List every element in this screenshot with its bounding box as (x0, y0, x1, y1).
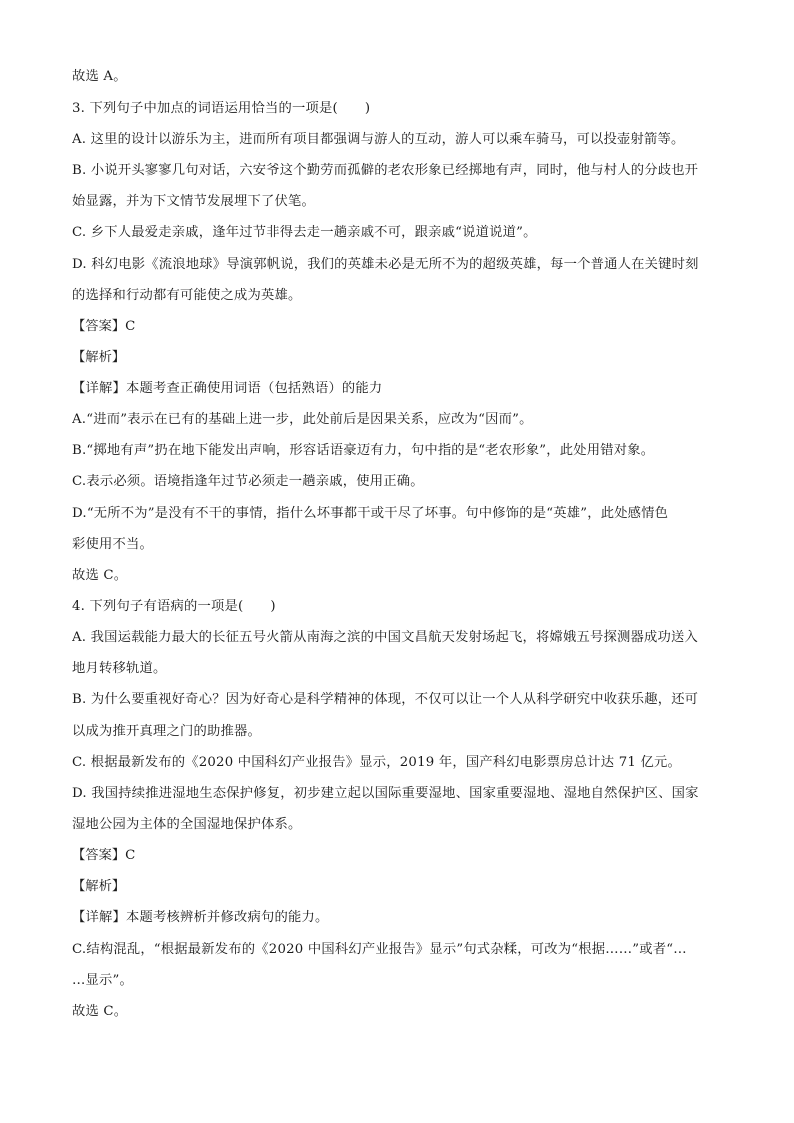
q2-conclusion: 故选 A。 (72, 69, 127, 84)
q4-explanation-c-line1: C.结构混乱，“根据最新发布的《2020 中国科幻产业报告》显示”句式杂糅，可改为“根据……”或者“… (72, 942, 687, 957)
q3-option-a: A. 这里的设计以游乐为主，进而所有项目都强调与游人的互动，游人可以乘车骑马，可以投壶射箭等。 (72, 132, 685, 147)
q3-explanation-c: C.表示必须。语境指逢年过节必须走一趟亲戚，使用正确。 (72, 474, 424, 489)
q3-analysis-label: 【解析】 (72, 350, 126, 365)
q4-conclusion: 故选 C。 (72, 1004, 128, 1019)
q4-option-d-line2: 湿地公园为主体的全国湿地保护体系。 (72, 817, 302, 832)
q4-option-b-line1: B. 为什么要重视好奇心？因为好奇心是科学精神的体现，不仅可以让一个人从科学研究中收获乐趣，还可 (72, 692, 699, 707)
q3-detail: 【详解】本题考查正确使用词语（包括熟语）的能力 (72, 381, 383, 396)
q3-option-b-line2: 始显露，并为下文情节发展埋下了伏笔。 (72, 194, 315, 209)
q4-option-d-line1: D. 我国持续推进湿地生态保护修复，初步建立起以国际重要湿地、国家重要湿地、湿地自然保护区、国家 (72, 786, 699, 801)
q3-explanation-b: B.“掷地有声”扔在地下能发出声响，形容话语豪迈有力，句中指的是“老农形象”，此处用错对象。 (72, 443, 655, 458)
q3-option-d-line2: 的选择和行动都有可能使之成为英雄。 (72, 288, 302, 303)
q3-answer: 【答案】C (72, 319, 136, 334)
q4-option-a-line1: A. 我国运载能力最大的长征五号火箭从南海之滨的中国文昌航天发射场起飞，将嫦娥五号探测器成功送入 (72, 630, 699, 645)
q3-option-d-line1: D. 科幻电影《流浪地球》导演郭帆说，我们的英雄未必是无所不为的超级英雄，每一个普通人在关键时刻 (72, 257, 699, 272)
q3-explanation-d-line1: D.“无所不为”是没有不干的事情，指什么坏事都干或干尽了坏事。句中修饰的是“英雄”，此处感情色 (72, 506, 669, 521)
q4-option-a-line2: 地月转移轨道。 (72, 661, 167, 676)
q4-answer: 【答案】C (72, 848, 136, 863)
q3-stem: 3. 下列句子中加点的词语运用恰当的一项是( ) (72, 101, 371, 116)
q3-explanation-d-line2: 彩使用不当。 (72, 537, 153, 552)
q4-stem: 4. 下列句子有语病的一项是( ) (72, 599, 276, 614)
q4-analysis-label: 【解析】 (72, 879, 126, 894)
q4-detail: 【详解】本题考核辨析并修改病句的能力。 (72, 910, 329, 925)
q3-conclusion: 故选 C。 (72, 568, 128, 583)
q3-explanation-a: A.“进而”表示在已有的基础上进一步，此处前后是因果关系，应改为“因而”。 (72, 412, 533, 427)
q4-option-c: C. 根据最新发布的《2020 中国科幻产业报告》显示，2019 年，国产科幻电影票房总计达 71 亿元。 (72, 755, 681, 770)
q4-option-b-line2: 以成为推开真理之门的助推器。 (72, 724, 261, 739)
q3-option-b-line1: B. 小说开头寥寥几句对话，六安爷这个勤劳而孤僻的老农形象已经掷地有声，同时，他与村人的分歧也开 (72, 163, 699, 178)
q3-option-c: C. 乡下人最爱走亲戚，逢年过节非得去走一趟亲戚不可，跟亲戚“说道说道”。 (72, 225, 537, 240)
q4-explanation-c-line2: …显示”。 (72, 973, 133, 988)
